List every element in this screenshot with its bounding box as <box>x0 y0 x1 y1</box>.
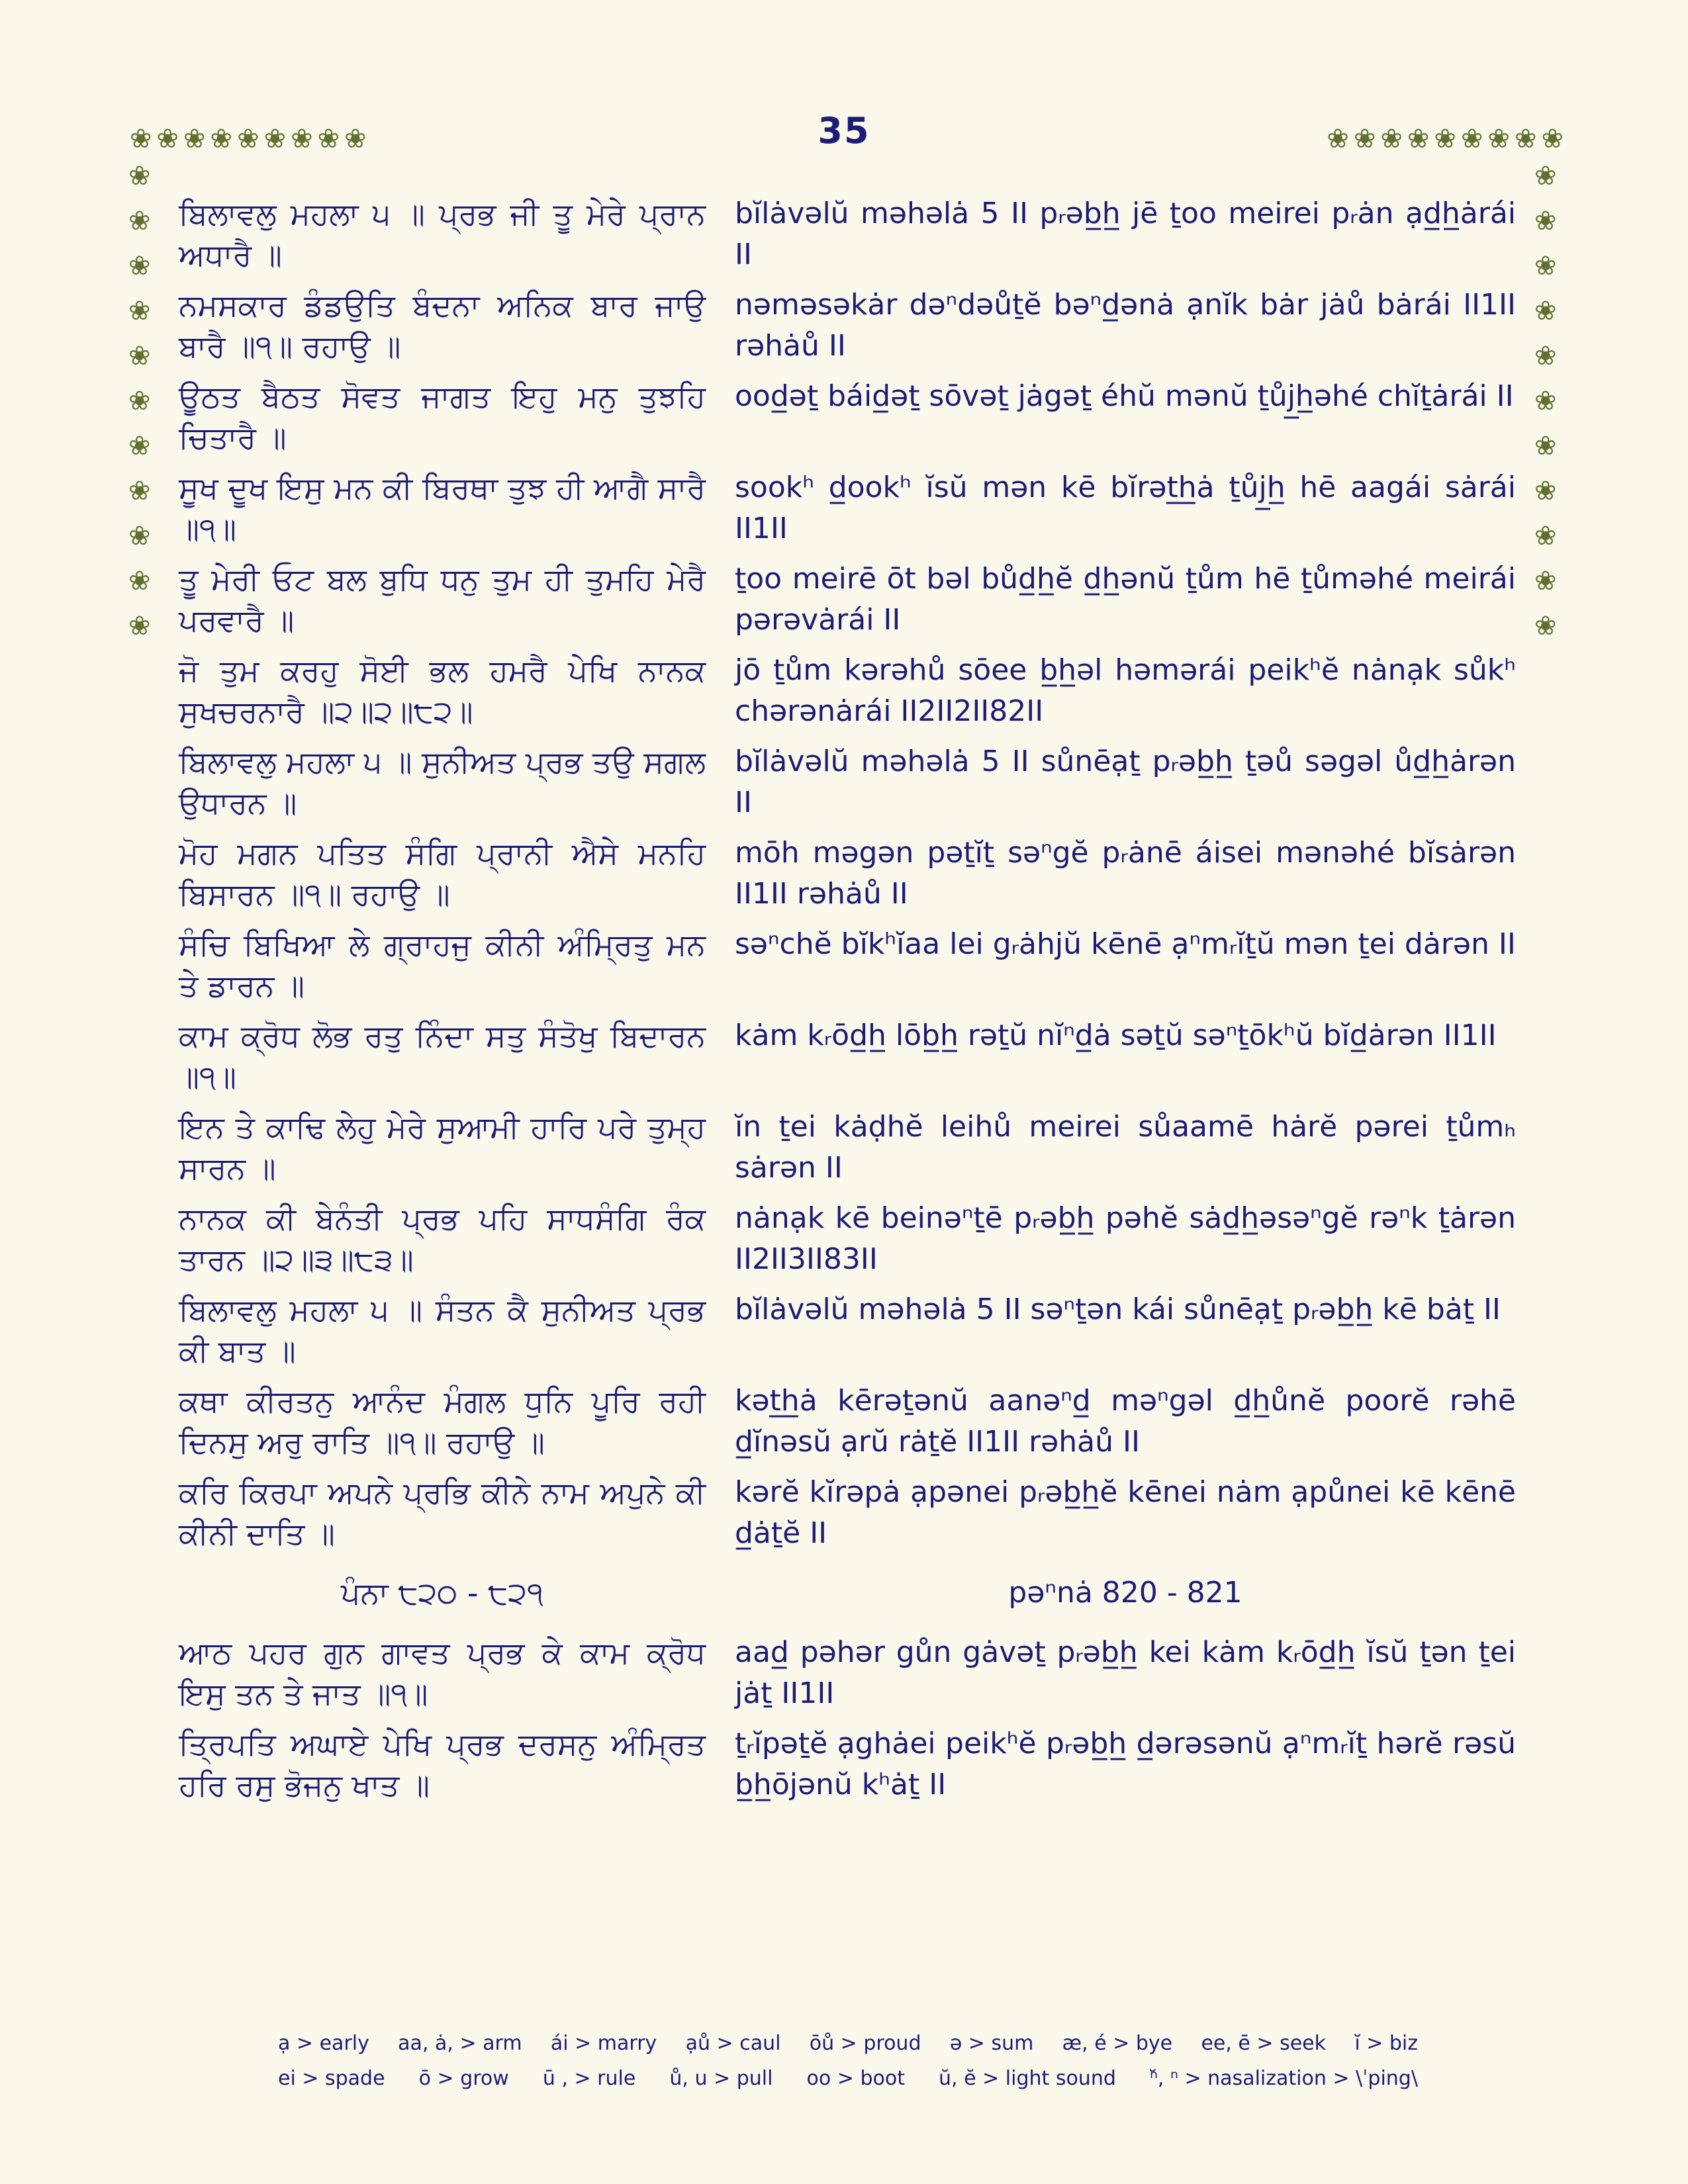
pronunciation-entry: ů, u > pull <box>669 2067 773 2090</box>
flower-icon: ❀ <box>128 251 151 281</box>
pronunciation-entry: ōů > proud <box>809 2032 921 2055</box>
flower-icon: ❀ <box>237 124 259 154</box>
verse-row <box>179 650 1516 732</box>
pronunciation-entry: ū , > rule <box>542 2067 636 2090</box>
flower-icon: ❀ <box>1534 161 1557 191</box>
flower-icon: ❀ <box>1407 124 1430 154</box>
gurmukhi-text: ਊਠਤ ਬੈਠਤ ਸੋਵਤ ਜਾਗਤ ਇਹੁ ਮਨੁ ਤੁਝਹਿ ਚਿਤਾਰੈ ॥ <box>179 379 706 455</box>
flower-icon: ❀ <box>291 124 313 154</box>
roman-text: sookʰ d̲ookʰ ĭsŭ mən kē bĭrət̲h̲ȧ ṯůj̲h̲ hē aagái sȧrái II1II <box>735 471 1516 545</box>
verse-row <box>179 467 1516 549</box>
gurmukhi-text: ਕਰਿ ਕਿਰਪਾ ਅਪਨੇ ਪ੍ਰਭਿ ਕੀਨੇ ਨਾਮ ਅਪੁਨੇ ਕੀ ਕੀਨੀ ਦਾਤਿ ॥ <box>179 1475 706 1551</box>
roman-text: kȧm kᵣōd̲h̲ lōb̲h̲ rəṯŭ nĭⁿd̲ȧ səṯŭ səⁿṯōkʰŭ bĭd̲ȧrən II1II <box>735 1019 1497 1052</box>
pronunciation-entry: ŭ, ĕ > light sound <box>939 2067 1116 2090</box>
gurmukhi-text: ਬਿਲਾਵਲੁ ਮਹਲਾ ੫ ॥ ਸੰਤਨ ਕੈ ਸੁਨੀਅਤ ਪ੍ਰਭ ਕੀ ਬਾਤ ॥ <box>179 1292 706 1369</box>
flower-icon: ❀ <box>1534 386 1557 416</box>
gurmukhi-text: ਕਾਮ ਕ੍ਰੋਧ ਲੋਭ ਰਤੁ ਨਿੰਦਾ ਸਤੁ ਸੰਤੋਖੁ ਬਿਦਾਰਨ ॥੧॥ <box>179 1018 706 1095</box>
roman-text: səⁿchĕ bĭkʰĭaa lei gᵣȧhjŭ kēnē ạⁿmᵣĭṯŭ mən ṯei dȧrən II <box>735 927 1516 961</box>
roman-text: nəməsəkȧr dəⁿdəůṯĕ bəⁿd̲ənȧ ạnĭk bȧr jȧů bȧrái II1II rəhȧů II <box>735 288 1516 363</box>
verse-rows <box>179 193 1516 1815</box>
roman-text: ṯᵣĭpəṯĕ ạghȧei peikʰĕ pᵣəb̲h̲ d̲ərəsənŭ ạⁿmᵣĭṯ hərĕ rəsŭ b̲h̲ōjənŭ kʰȧṯ II <box>735 1727 1516 1801</box>
flower-icon: ❀ <box>1434 124 1456 154</box>
pronunciation-entry: ei > spade <box>278 2067 385 2090</box>
verse-row <box>179 1289 1516 1371</box>
pronunciation-entry: ạů > caul <box>685 2032 781 2055</box>
flower-icon: ❀ <box>1534 251 1557 281</box>
flower-icon: ❀ <box>128 566 151 596</box>
gurmukhi-text: ਮੋਹ ਮਗਨ ਪਤਿਤ ਸੰਗਿ ਪ੍ਰਾਨੀ ਐਸੇ ਮਨਹਿ ਬਿਸਾਰਨ ॥੧॥ ਰਹਾਉ ॥ <box>179 835 706 912</box>
gurmukhi-text: ਜੋ ਤੁਮ ਕਰਹੁ ਸੋਈ ਭਲ ਹਮਰੈ ਪੇਖਿ ਨਾਨਕ ਸੁਖਚਰਨਾਰੈ ॥੨॥੨॥੮੨॥ <box>179 653 706 729</box>
pron-row-2 <box>278 2067 1418 2090</box>
flower-icon: ❀ <box>1534 476 1557 506</box>
verse-row <box>179 1632 1516 1714</box>
gurmukhi-text: ਤੂ ਮੇਰੀ ਓਟ ਬਲ ਬੁਧਿ ਧਨੁ ਤੁਮ ਹੀ ਤੁਮਹਿ ਮੇਰੈ ਪਰਵਾਰੈ ॥ <box>179 561 706 638</box>
pronunciation-entry: ⁿ̆, ⁿ > nasalization > \ˈping\ <box>1149 2067 1418 2090</box>
flower-icon: ❀ <box>1353 124 1376 154</box>
ornament-row-top-left <box>130 126 367 152</box>
pronunciation-entry: ə > sum <box>949 2032 1034 2055</box>
flower-icon: ❀ <box>128 476 151 506</box>
flower-icon: ❀ <box>1534 611 1557 641</box>
flower-icon: ❀ <box>1514 124 1537 154</box>
flower-icon: ❀ <box>317 124 340 154</box>
flower-icon: ❀ <box>130 124 152 154</box>
flower-icon: ❀ <box>1534 296 1557 326</box>
flower-icon: ❀ <box>128 206 151 236</box>
flower-icon: ❀ <box>1327 124 1349 154</box>
flower-icon: ❀ <box>1380 124 1403 154</box>
roman-text: kərĕ kĭrəpȧ ạpənei pᵣəb̲h̲ĕ kēnei nȧm ạpůnei kē kēnē d̲ȧṯĕ II <box>735 1475 1516 1550</box>
gurmukhi-text: ਨਾਨਕ ਕੀ ਬੇਨੰਤੀ ਪ੍ਰਭ ਪਹਿ ਸਾਧਸੰਗਿ ਰੰਕ ਤਾਰਨ ॥੨॥੩॥੮੩॥ <box>179 1201 706 1277</box>
roman-text: aad̲ pəhər gůn gȧvəṯ pᵣəb̲h̲ kei kȧm kᵣōd̲h̲ ĭsŭ ṯən ṯei jȧṯ II1II <box>735 1635 1516 1710</box>
roman-text: bĭlȧvəlŭ məhəlȧ 5 II pᵣəb̲h̲ jē ṯoo meirei pᵣȧn ạd̲h̲ȧrái II <box>735 197 1516 271</box>
gurmukhi-text: ਸੂਖ ਦੂਖ ਇਸੁ ਮਨ ਕੀ ਬਿਰਥਾ ਤੁਝ ਹੀ ਆਗੈ ਸਾਰੈ ॥੧॥ <box>179 470 706 547</box>
verse-row <box>179 1107 1516 1189</box>
roman-text: mōh məgən pəṯĭṯ səⁿgĕ pᵣȧnē áisei mənəhé bĭsȧrən II1II rəhȧů II <box>735 836 1516 911</box>
flower-icon: ❀ <box>128 611 151 641</box>
flower-icon: ❀ <box>1534 566 1557 596</box>
roman-text: bĭlȧvəlŭ məhəlȧ 5 II sůnēạṯ pᵣəb̲h̲ ṯəů səgəl ůd̲h̲ȧrən II <box>735 745 1516 819</box>
pronunciation-entry: ạ > early <box>278 2032 369 2055</box>
pronunciation-key <box>278 2032 1418 2102</box>
ornament-column-left <box>128 163 151 639</box>
verse-row <box>179 1723 1516 1805</box>
pronunciation-entry: æ, é > bye <box>1062 2032 1173 2055</box>
flower-icon: ❀ <box>128 386 151 416</box>
verse-row <box>179 741 1516 823</box>
flower-icon: ❀ <box>1534 341 1557 371</box>
roman-text: nȧnạk kē beinəⁿṯē pᵣəb̲h̲ pəhĕ sȧd̲h̲əsəⁿgĕ rəⁿk ṯȧrən II2II3II83II <box>735 1201 1516 1276</box>
gurmukhi-text: ਇਨ ਤੇ ਕਾਢਿ ਲੇਹੁ ਮੇਰੇ ਸੁਆਮੀ ਹਾਰਿ ਪਰੇ ਤੁਮ੍ਹ ਸਾਰਨ ॥ <box>179 1109 706 1186</box>
flower-icon: ❀ <box>1534 431 1557 461</box>
pronunciation-entry: ái > marry <box>550 2032 657 2055</box>
flower-icon: ❀ <box>128 521 151 551</box>
flower-icon: ❀ <box>1460 124 1483 154</box>
pronunciation-entry: ō > grow <box>418 2067 509 2090</box>
flower-icon: ❀ <box>1534 521 1557 551</box>
flower-icon: ❀ <box>183 124 206 154</box>
roman-text: ṯoo meirē ōt bəl bůd̲h̲ĕ d̲h̲ənŭ ṯům hē ṯůməhé meirái pərəvȧrái II <box>735 562 1516 637</box>
gurmukhi-text: ਤ੍ਰਿਪਤਿ ਅਘਾਏ ਪੇਖਿ ਪ੍ਰਭ ਦਰਸਨੁ ਅੰਮ੍ਰਿਤ ਹਰਿ ਰਸੁ ਭੋਜਨੁ ਖਾਤ ॥ <box>179 1726 706 1803</box>
pronunciation-entry: oo > boot <box>806 2067 905 2090</box>
roman-text: kət̲h̲ȧ kērəṯənŭ aanəⁿd̲ məⁿgəl d̲h̲ůnĕ poorĕ rəhē d̲ĭnəsŭ ạrŭ rȧṯĕ II1II rəhȧů II <box>735 1384 1516 1459</box>
page-reference-row <box>179 1572 1516 1614</box>
page-number: 35 <box>818 110 870 152</box>
flower-icon: ❀ <box>1487 124 1510 154</box>
flower-icon: ❀ <box>344 124 367 154</box>
roman-text: pəⁿnȧ 820 - 821 <box>1008 1576 1243 1610</box>
gurmukhi-text: ਬਿਲਾਵਲੁ ਮਹਲਾ ੫ ॥ ਪ੍ਰਭ ਜੀ ਤੂ ਮੇਰੇ ਪ੍ਰਾਨ ਅਧਾਰੈ ॥ <box>179 196 706 273</box>
flower-icon: ❀ <box>210 124 233 154</box>
pronunciation-entry: aa, ȧ, > arm <box>398 2032 522 2055</box>
verse-row <box>179 285 1516 367</box>
flower-icon: ❀ <box>156 124 179 154</box>
gurmukhi-text: ਸੰਚਿ ਬਿਖਿਆ ਲੇ ਗ੍ਰਾਹਜੁ ਕੀਨੀ ਅੰਮ੍ਰਿਤੁ ਮਨ ਤੇ ਡਾਰਨ ॥ <box>179 927 706 1003</box>
pron-row-1 <box>278 2032 1418 2055</box>
ornament-column-right <box>1534 163 1557 639</box>
flower-icon: ❀ <box>263 124 287 154</box>
roman-text: ood̲əṯ báid̲əṯ sōvəṯ jȧgəṯ éhŭ mənŭ ṯůj̲h̲əhé chĭṯȧrái II <box>735 379 1514 413</box>
gurmukhi-text: ਪੰਨਾ ੮੨੦ - ੮੨੧ <box>341 1575 543 1611</box>
flower-icon: ❀ <box>128 431 151 461</box>
verse-row <box>179 1472 1516 1554</box>
roman-text: ĭn ṯei kȧḍhĕ leihů meirei sůaamē hȧrĕ pərei ṯůmₕ sȧrən II <box>735 1110 1516 1185</box>
verse-row <box>179 559 1516 641</box>
pronunciation-entry: ee, ē > seek <box>1201 2032 1327 2055</box>
gurmukhi-text: ਬਿਲਾਵਲੁ ਮਹਲਾ ੫ ॥ ਸੁਨੀਅਤ ਪ੍ਰਭ ਤਉ ਸਗਲ ਉਧਾਰਨ ॥ <box>179 744 706 821</box>
roman-text: bĭlȧvəlŭ məhəlȧ 5 II səⁿṯən kái sůnēạṯ pᵣəb̲h̲ kē bȧṯ II <box>735 1293 1501 1326</box>
gurmukhi-text: ਕਥਾ ਕੀਰਤਨੁ ਆਨੰਦ ਮੰਗਲ ਧੁਨਿ ਪੂਰਿ ਰਹੀ ਦਿਨਸੁ ਅਰੁ ਰਾਤਿ ॥੧॥ ਰਹਾਉ ॥ <box>179 1383 706 1460</box>
verse-row <box>179 833 1516 915</box>
verse-row <box>179 376 1516 458</box>
verse-row <box>179 193 1516 275</box>
flower-icon: ❀ <box>1534 206 1557 236</box>
verse-row <box>179 1015 1516 1097</box>
gurmukhi-text: ਨਮਸਕਾਰ ਡੰਡਉਤਿ ਬੰਦਨਾ ਅਨਿਕ ਬਾਰ ਜਾਉ ਬਾਰੈ ॥੧॥ ਰਹਾਉ ॥ <box>179 287 706 364</box>
flower-icon: ❀ <box>128 161 151 191</box>
flower-icon: ❀ <box>128 296 151 326</box>
verse-row <box>179 924 1516 1006</box>
ornament-row-top-right <box>1327 126 1564 152</box>
gurmukhi-text: ਆਠ ਪਹਰ ਗੁਨ ਗਾਵਤ ਪ੍ਰਭ ਕੇ ਕਾਮ ਕ੍ਰੋਧ ਇਸੁ ਤਨ ਤੇ ਜਾਤ ॥੧॥ <box>179 1635 706 1711</box>
verse-row <box>179 1198 1516 1280</box>
pronunciation-entry: ĭ > biz <box>1354 2032 1418 2055</box>
verse-row <box>179 1381 1516 1463</box>
roman-text: jō ṯům kərəhů sōee b̲h̲əl həmərái peikʰĕ nȧnạk sůkʰ chərənȧrái II2II2II82II <box>735 653 1516 728</box>
flower-icon: ❀ <box>1541 124 1564 154</box>
flower-icon: ❀ <box>128 341 151 371</box>
